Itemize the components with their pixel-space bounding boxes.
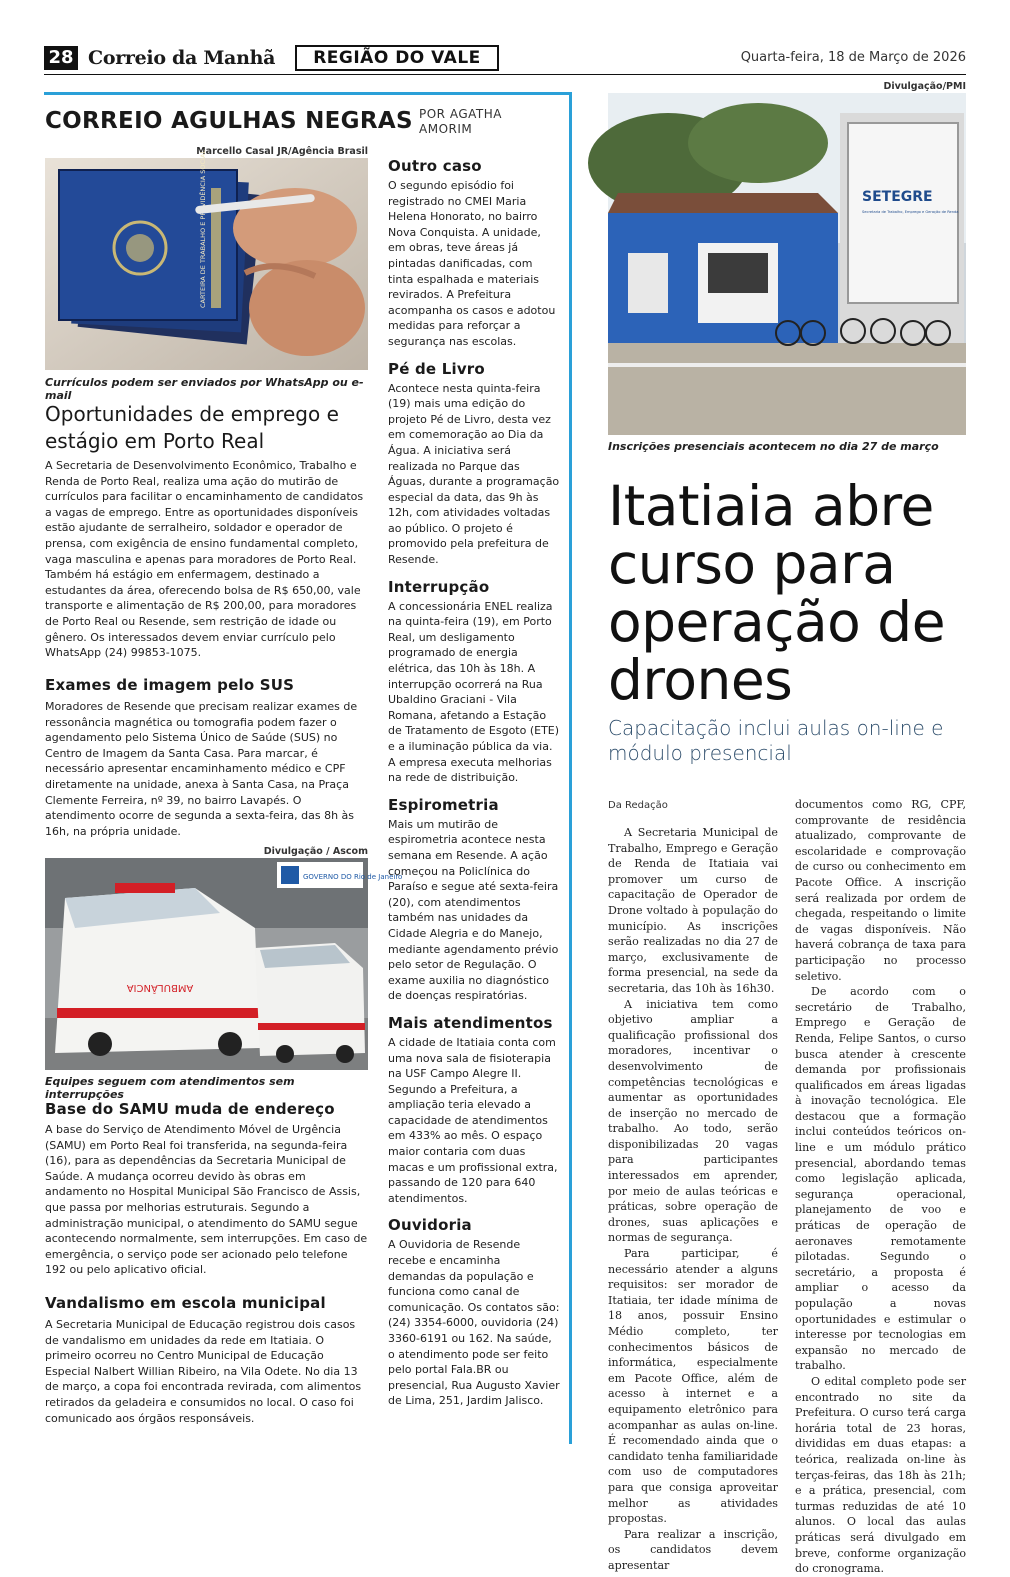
photo-credit: Marcello Casal JR/Agência Brasil (196, 146, 368, 157)
paragraph: O edital completo pode ser encontrado no site da Prefeitura. O curso terá carga horária total de 23 horas, divididas em duas etapas: a teórica, realizada on-line às terças-feiras, das 18h às 21h; e a prática, presencial, com turmas reduzidas de até 10 alunos. O local das aulas práticas será divulgado em breve, conforme organização do cronograma. (795, 1374, 966, 1576)
brief-body: Acontece nesta quinta-feira (19) mais uma edição do projeto Pé de Livro, desta vez em comemoração ao Dia da Água. A iniciativa será realizada no Parque das Águas, durante a programação especial da data, das 9h às 12h, com atividades voltadas ao público. O projeto é promovido pela prefeitura de Resende. (388, 381, 560, 567)
paragraph: A Secretaria Municipal de Trabalho, Emprego e Geração de Renda de Itatiaia vai promover um curso de capacitação de Operador de Drone voltado à população do município. As inscrições serão realizadas no dia 27 de março, exclusivamente de forma presencial, na sede da secretaria, das 10h às 16h30. (608, 826, 778, 995)
setegre-building-photo (608, 93, 966, 435)
column-title: CORREIO AGULHAS NEGRAS (45, 108, 413, 134)
paragraph: documentos como RG, CPF, comprovante de residência atualizado, comprovante de escolaridade e comprovação de curso ou conhecimento em Pacote Office. A inscrição será realizada por ordem de chegada, respeitando o limite de vagas disponíveis. Não haverá cobrança de taxa para participação no processo seletivo. (795, 798, 966, 983)
brief (388, 796, 560, 1004)
brief-body: A concessionária ENEL realiza na quinta-feira (19), em Porto Real, um desligamento programado de energia elétrica, das 10h às 18h. A interrupção ocorrerá na Rua Ubaldino Graciani - Vila Romana, afetando a Estação de Tratamento de Esgoto (ETE) e a iluminação pública da via. A empresa executa melhorias na rede de distribuição. (388, 599, 560, 785)
brief (388, 1014, 560, 1207)
brief-title: Mais atendimentos (388, 1013, 553, 1032)
paragraph: Para realizar a inscrição, os candidatos devem apresentar (608, 1527, 778, 1572)
main-subheadline: Capacitação inclui aulas on-line e módulo presencial (608, 716, 944, 765)
ambulance-text: AMBULÂNCIA (126, 982, 194, 993)
photo-credit: Divulgação / Ascom (263, 846, 368, 857)
issue-date: Quarta-feira, 18 de Março de 2026 (740, 50, 966, 65)
briefs-column (388, 157, 560, 1409)
byline-line-1: POR AGATHA (419, 107, 502, 121)
main-body-col-1 (608, 825, 778, 1574)
story-body: A base do Serviço de Atendimento Móvel de Urgência (SAMU) em Porto Real foi transferida, na segunda-feira (16), para as dependências da Secretaria Municipal de Saúde. A mudança ocorreu devido às obras em andamento no Hospital Municipal São Francisco de Assis, que passa por melhorias estruturais. Segundo a administração municipal, o atendimento do SAMU segue acontecendo normalmente, sem interrupções. Em caso de emergência, o serviço pode ser acionado pelo telefone 192 ou pelo aplicativo oficial. (45, 1123, 368, 1277)
brief-title: Outro caso (388, 157, 482, 175)
brief (388, 157, 560, 350)
building-illustration (608, 93, 966, 435)
photo-caption: Inscrições presenciais acontecem no dia 27 de março (608, 440, 939, 453)
column-top-rule (44, 92, 572, 95)
story-body: A Secretaria Municipal de Educação registrou dois casos de vandalismo em unidades da rede em Itatiaia. O primeiro ocorreu no Centro Municipal de Educação Especial Nalbert Willian Ribeiro, na Vila Odete. No dia 13 de março, a copa foi encontrada revirada, com alimentos retirados da geladeira e consumidos no local. O caso foi comunicado aos órgãos responsáveis. (45, 1318, 362, 1425)
brief-title: Espirometria (388, 795, 499, 814)
sign-subtext: Secretaria de Trabalho, Emprego e Geração de Renda (862, 210, 959, 214)
header-rule (44, 74, 966, 75)
page-number: 28 (44, 46, 78, 70)
column-byline (419, 107, 502, 137)
masthead: Correio da Manhã (88, 47, 276, 69)
brief (388, 360, 560, 568)
ambulance-photo (45, 858, 403, 1070)
brief-body: O segundo episódio foi registrado no CMEI Maria Helena Honorato, no bairro Nova Conquista. A unidade, em obras, teve áreas já pintadas danificadas, com tinta espalhada e materiais revirados. A Prefeitura acompanha os casos e adotou medidas para reforçar a segurança nas escolas. (388, 179, 556, 348)
photo-credit: Divulgação/PMI (883, 81, 966, 92)
ambulance-illustration (45, 858, 403, 1070)
booklet-text: CARTEIRA DE TRABALHO E PREVIDÊNCIA SOCIAL (199, 149, 207, 308)
photo-caption: Currículos podem ser enviados por WhatsApp ou e-mail (45, 376, 364, 402)
brief-title: Pé de Livro (388, 359, 485, 378)
brief-body: A cidade de Itatiaia conta com uma nova sala de fisioterapia na USF Campo Alegre II. Segundo a Prefeitura, a ampliação teria elevado a capacidade de atendimentos em 433% ao mês. O espaço maior contaria com duas macas e um profissional extra, passando de 120 para 640 atendimentos. (388, 1035, 558, 1205)
story-title: Base do SAMU muda de endereço (45, 1100, 335, 1118)
brief-title: Ouvidoria (388, 1216, 472, 1235)
column-right-rule (569, 92, 572, 1444)
photo-caption: Equipes seguem com atendimentos sem interrupções (45, 1075, 295, 1101)
brief (388, 1216, 560, 1409)
sign-text: SETEGRE (862, 189, 933, 205)
story-body: Moradores de Resende que precisam realizar exames de ressonância magnética ou tomografia podem fazer o agendamento pelo Sistema Único de Saúde (SUS) no Centro de Imagem da Santa Casa. Para marcar, é necessário apresentar encaminhamento médico e CPF diretamente na unidade, anexa à Santa Casa, na Praça Clemente Ferreira, nº 39, no bairro Lavapés. O atendimento ocorre de segunda a sexta-feira, das 8h às 16h, na própria unidade. (45, 700, 358, 838)
story-title: Vandalismo em escola municipal (45, 1294, 326, 1312)
paragraph: De acordo com o secretário de Trabalho, Emprego e Geração de Renda, Felipe Santos, o curso busca atender à crescente demanda por profissionais qualificados em áreas ligadas à inovação tecnológica. Ele destacou que a formação inclui conteúdos teóricos on-line e um módulo prático presencial, abordando temas como legislação aplicada, segurança operacional, planejamento de voo e práticas de operação de aeronaves remotamente pilotadas. Segundo o secretário, a proposta é ampliar o acesso da população a novas oportunidades e estimular o interesse por tecnologias em expansão no mercado de trabalho. (795, 985, 966, 1373)
brief-body: A Ouvidoria de Resende recebe e encaminha demandas da população e funciona como canal de comunicação. Os contatos são: (24) 3354-6000, ouvidoria (24) 3360-6191 ou 162. Na saúde, o atendimento pode ser feito pelo portal Fala.BR ou presencial, Rua Augusto Xavier de Lima, 251, Jardim Jalisco. (388, 1238, 560, 1408)
main-body-col-2 (795, 797, 966, 1577)
logo-text: GOVERNO DO Rio de Janeiro (303, 873, 403, 881)
main-author: Da Redação (608, 800, 668, 811)
paragraph: A iniciativa tem como objetivo ampliar a qualificação profissional dos moradores, incentivar o desenvolvimento de competências tecnológicas e aumentar as oportunidades de inserção no mercado de trabalho. Ao todo, serão disponibilizadas 20 vagas para participantes interessados em aprender, por meio de aulas teóricas e práticas, sobre operação de drones, suas aplicações e normas de segurança. (608, 997, 778, 1245)
story-headline: Oportunidades de emprego e estágio em Porto Real (45, 402, 339, 453)
story-body: A Secretaria de Desenvolvimento Econômico, Trabalho e Renda de Porto Real, realiza uma ação do mutirão de currículos para facilitar o encaminhamento de candidatos a vagas de emprego. Entre as oportunidades disponíveis estão ajudante de serralheiro, soldador e operador de prensa, com exigência de ensino fundamental completo, vaga masculina e apenas para moradores de Porto Real. Também há estágio em enfermagem, destinado a estudantes da área, oferecendo bolsa de R$ 650,00, vale transporte e alimentação de R$ 200,00, para moradores de Porto Real ou Resende, sem restrição de idade ou gênero. Os interessados devem enviar currículo pelo WhatsApp (24) 99853-1075. (45, 459, 364, 660)
story-title: Exames de imagem pelo SUS (45, 676, 295, 694)
paragraph: Para participar, é necessário atender a alguns requisitos: ser morador de Itatiaia, ter idade mínima de 18 anos, possuir Ensino Médio completo, ter conhecimentos básicos de informática, especialmente em Pacote Office, além de acesso à internet e a equipamento eletrônico para acompanhar as aulas on-line. É recomendado ainda que o candidato tenha familiaridade com uso de computadores para que consiga aproveitar melhor as atividades propostas. (608, 1247, 778, 1526)
section-label: REGIÃO DO VALE (295, 45, 499, 71)
main-headline: Itatiaia abre curso para operação de drones (608, 474, 946, 712)
byline-line-2: AMORIM (419, 122, 473, 136)
brief-body: Mais um mutirão de espirometria acontece nesta semana em Resende. A ação começou na Policlínica do Paraíso e segue até sexta-feira (20), com atendimentos também nas unidades da Cidade Alegria e do Manejo, mediante agendamento prévio pelo setor de Regulação. O exame auxilia no diagnóstico de doenças respiratórias. (388, 817, 559, 1003)
brief (388, 578, 560, 786)
brief-title: Interrupção (388, 577, 490, 596)
